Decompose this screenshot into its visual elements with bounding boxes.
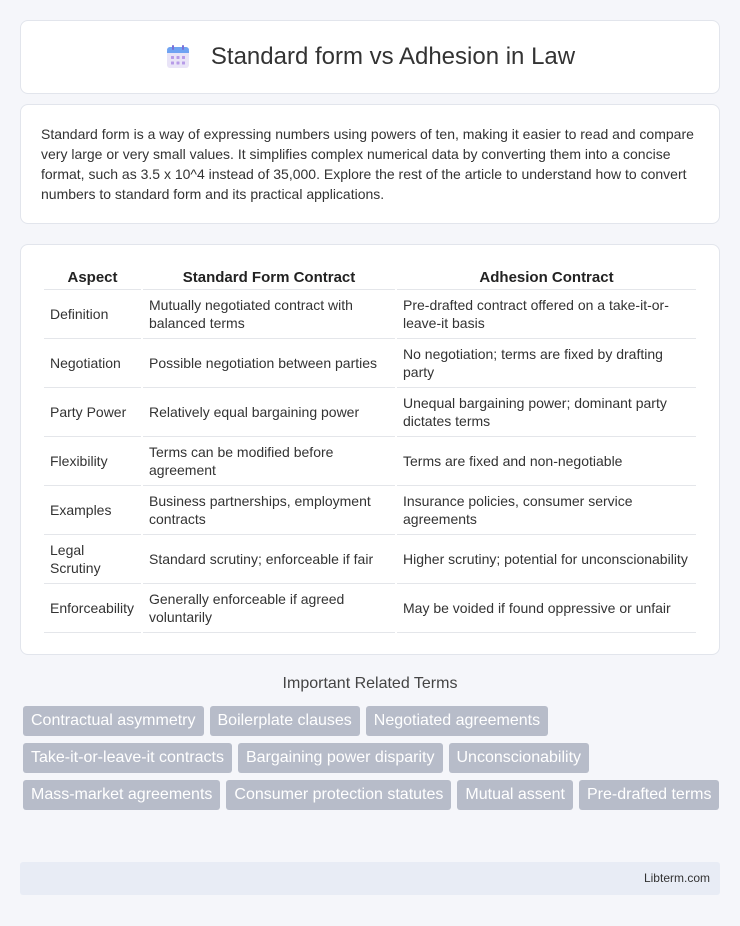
- calendar-icon: [165, 44, 191, 70]
- row-aspect: Legal Scrutiny: [44, 535, 141, 584]
- row-adhesion: Unequal bargaining power; dominant party dictates terms: [397, 388, 696, 437]
- table-row: [44, 339, 696, 388]
- related-term-tag[interactable]: Unconscionability: [449, 743, 590, 773]
- header-card: [20, 20, 720, 94]
- related-terms-list: [23, 706, 723, 810]
- row-standard-form: Relatively equal bargaining power: [143, 388, 395, 437]
- related-term-tag[interactable]: Pre-drafted terms: [579, 780, 719, 810]
- title-wrap: [165, 43, 575, 71]
- intro-card: [20, 104, 720, 224]
- footer: [20, 862, 720, 895]
- row-aspect: Examples: [44, 486, 141, 535]
- row-standard-form: Standard scrutiny; enforceable if fair: [143, 535, 395, 584]
- row-standard-form: Possible negotiation between parties: [143, 339, 395, 388]
- table-row: [44, 388, 696, 437]
- column-header-adhesion: Adhesion Contract: [397, 265, 696, 290]
- column-header-standard-form: Standard Form Contract: [143, 265, 395, 290]
- row-adhesion: Higher scrutiny; potential for unconscionability: [397, 535, 696, 584]
- intro-paragraph: Standard form is a way of expressing numbers using powers of ten, making it easier to read and compare very large or very small values. It simplifies complex numerical data by converting them into a concise format, such as 3.5 x 10^4 instead of 35,000. Explore the rest of the article to understand how to convert numbers to standard form and its practical applications.: [41, 126, 694, 202]
- row-standard-form: Mutually negotiated contract with balanced terms: [143, 290, 395, 339]
- table-row: [44, 437, 696, 486]
- related-term-tag[interactable]: Consumer protection statutes: [226, 780, 451, 810]
- table-row: [44, 535, 696, 584]
- table-row: [44, 486, 696, 535]
- row-standard-form: Business partnerships, employment contracts: [143, 486, 395, 535]
- row-aspect: Party Power: [44, 388, 141, 437]
- related-term-tag[interactable]: Take-it-or-leave-it contracts: [23, 743, 232, 773]
- related-terms-heading: Important Related Terms: [282, 675, 458, 692]
- row-adhesion: No negotiation; terms are fixed by drafting party: [397, 339, 696, 388]
- row-standard-form: Generally enforceable if agreed voluntarily: [143, 584, 395, 633]
- related-term-tag[interactable]: Boilerplate clauses: [210, 706, 360, 736]
- row-aspect: Negotiation: [44, 339, 141, 388]
- row-adhesion: Pre-drafted contract offered on a take-it-or-leave-it basis: [397, 290, 696, 339]
- related-term-tag[interactable]: Negotiated agreements: [366, 706, 548, 736]
- row-adhesion: Insurance policies, consumer service agreements: [397, 486, 696, 535]
- page-title: Standard form vs Adhesion in Law: [210, 43, 576, 70]
- table-header-row: [44, 265, 696, 290]
- row-aspect: Enforceability: [44, 584, 141, 633]
- related-term-tag[interactable]: Mass-market agreements: [23, 780, 220, 810]
- row-adhesion: Terms are fixed and non-negotiable: [397, 437, 696, 486]
- table-row: [44, 290, 696, 339]
- related-term-tag[interactable]: Contractual asymmetry: [23, 706, 204, 736]
- column-header-aspect: Aspect: [44, 265, 141, 290]
- row-standard-form: Terms can be modified before agreement: [143, 437, 395, 486]
- row-aspect: Definition: [44, 290, 141, 339]
- related-term-tag[interactable]: Mutual assent: [457, 780, 573, 810]
- footer-site-link[interactable]: Libterm.com: [643, 871, 710, 885]
- comparison-table: [42, 265, 698, 633]
- row-aspect: Flexibility: [44, 437, 141, 486]
- related-term-tag[interactable]: Bargaining power disparity: [238, 743, 443, 773]
- comparison-card: [20, 244, 720, 655]
- table-row: [44, 584, 696, 633]
- row-adhesion: May be voided if found oppressive or unfair: [397, 584, 696, 633]
